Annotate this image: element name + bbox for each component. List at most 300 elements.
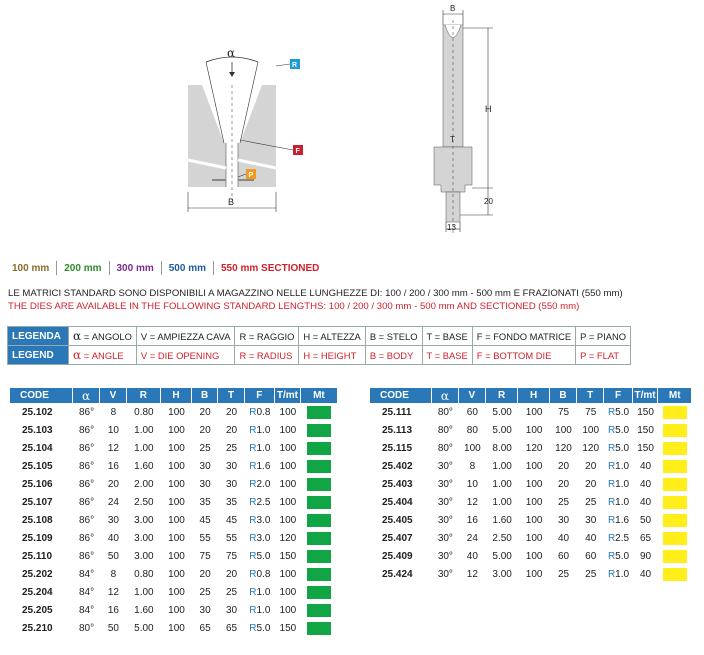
cell-angle: 80° [437, 406, 453, 418]
cell-angle: 80° [437, 442, 453, 454]
cell-r: 1.60 [134, 604, 154, 616]
radius-prefix: R [249, 442, 257, 454]
left-b-label: B [228, 197, 235, 207]
cell-h: 100 [168, 460, 185, 472]
availability-swatch [307, 406, 331, 419]
table-row [10, 583, 338, 601]
cell-v: 12 [466, 568, 478, 580]
cell-code: 25.108 [22, 514, 53, 526]
die-table-left [10, 388, 338, 637]
cell-r: 2.50 [134, 496, 154, 508]
table-row [10, 529, 338, 547]
radius-prefix: R [249, 550, 257, 562]
cell-code: 25.109 [22, 532, 53, 544]
cell-v: 40 [466, 550, 478, 562]
cell-mt [301, 583, 338, 601]
cell-f [604, 547, 632, 565]
cell-angle: 80° [79, 622, 95, 634]
column-header: F [604, 388, 632, 403]
table-row [10, 547, 338, 565]
table-row [10, 403, 338, 421]
cell-mt [658, 421, 692, 439]
availability-swatch [307, 622, 331, 635]
cell-angle: 30° [437, 532, 453, 544]
cell-angle: 86° [79, 424, 95, 436]
cell-v: 80 [466, 424, 478, 436]
column-header: R [127, 388, 161, 403]
cell-h: 100 [168, 604, 185, 616]
radius-value: 1.0 [256, 424, 271, 436]
cell-b: 20 [557, 478, 570, 490]
column-header: V [100, 388, 126, 403]
legend-it-angle: = ANGOLO [83, 331, 132, 342]
cell-t-per-meter: 40 [639, 496, 652, 508]
die-table-right [370, 388, 692, 583]
cell-r: 1.60 [492, 514, 512, 526]
cell-f [604, 403, 632, 421]
cell-v: 16 [107, 604, 119, 616]
availability-swatch [307, 496, 331, 509]
cell-r: 5.00 [492, 424, 512, 436]
column-header: T/mt [633, 388, 659, 403]
cell-code: 25.210 [22, 622, 53, 634]
cell-t: 30 [225, 460, 238, 472]
cell-f [604, 529, 632, 547]
cell-mt [301, 439, 338, 457]
cell-mt [301, 529, 338, 547]
legend-row-english [8, 346, 631, 365]
table-row [370, 439, 692, 457]
radius-prefix: R [249, 532, 257, 544]
cell-f [604, 457, 632, 475]
legend-it-h: H = ALTEZZA [299, 327, 365, 346]
cell-t: 20 [585, 460, 597, 472]
radius-prefix: R [249, 568, 257, 580]
cell-t-per-meter: 100 [279, 586, 297, 598]
column-header: T [577, 388, 604, 403]
cell-code: 25.202 [22, 568, 53, 580]
legend-en-h: H = HEIGHT [299, 346, 365, 365]
cell-r: 1.00 [134, 586, 154, 598]
availability-swatch [663, 406, 687, 419]
cell-f [604, 493, 632, 511]
cell-t-per-meter: 100 [279, 478, 297, 490]
cell-f [245, 421, 275, 439]
cell-t-per-meter: 100 [279, 424, 297, 436]
cell-r: 5.00 [134, 622, 154, 634]
cell-angle: 30° [437, 460, 453, 472]
cell-h: 100 [525, 550, 543, 562]
radius-prefix: R [607, 496, 616, 508]
cell-f [245, 493, 275, 511]
cell-r: 1.00 [492, 478, 512, 490]
cell-angle: 86° [79, 550, 95, 562]
cell-code: 25.107 [22, 496, 53, 508]
radius-value: 1.0 [256, 586, 271, 598]
cell-h: 100 [525, 568, 543, 580]
cell-t-per-meter: 150 [637, 406, 654, 418]
cell-mt [301, 547, 338, 565]
availability-swatch [307, 604, 331, 617]
cell-angle: 86° [79, 496, 95, 508]
cell-mt [658, 565, 692, 583]
availability-swatch [663, 514, 687, 527]
h-label: H [485, 104, 492, 114]
radius-value: 1.0 [615, 496, 630, 508]
cell-t: 120 [582, 442, 600, 454]
radius-prefix: R [607, 442, 616, 454]
cell-angle: 86° [79, 406, 95, 418]
cell-code: 25.409 [382, 550, 413, 562]
cell-r: 1.00 [134, 442, 154, 454]
legend-it-b: B = STELO [365, 327, 422, 346]
radius-value: 1.0 [615, 460, 630, 472]
cell-t-per-meter: 100 [279, 514, 297, 526]
cell-h: 100 [168, 514, 185, 526]
cell-v: 10 [466, 478, 478, 490]
column-header: Mt [301, 388, 338, 403]
cell-b: 120 [555, 442, 572, 454]
cell-v: 8 [469, 460, 476, 472]
availability-swatch [663, 568, 687, 581]
cell-t-per-meter: 100 [279, 604, 297, 616]
alpha-symbol: α [73, 329, 82, 343]
availability-swatch [307, 514, 331, 527]
cell-v: 20 [107, 478, 119, 490]
cell-f [245, 583, 275, 601]
cell-f [604, 421, 632, 439]
cell-h: 100 [525, 532, 543, 544]
legend-en-r: R = RADIUS [235, 346, 299, 365]
cell-t: 25 [225, 586, 238, 598]
radius-value: 5.0 [615, 406, 630, 418]
table-header-row [10, 388, 338, 403]
cell-t: 60 [585, 550, 597, 562]
column-header: H [161, 388, 192, 403]
radius-prefix: R [249, 478, 257, 490]
cell-b: 30 [199, 460, 211, 472]
table-row [10, 619, 338, 637]
availability-swatch [663, 532, 687, 545]
cell-v: 30 [107, 514, 119, 526]
radius-value: 1.6 [256, 460, 271, 472]
cell-t-per-meter: 100 [279, 442, 297, 454]
cell-h: 100 [525, 514, 543, 526]
cell-h: 100 [168, 478, 185, 490]
table-row [370, 403, 692, 421]
radius-prefix: R [607, 568, 616, 580]
cell-h: 100 [168, 496, 185, 508]
dim-13-label: 13 [447, 223, 456, 232]
cell-t-per-meter: 100 [279, 460, 297, 472]
cell-v: 100 [464, 442, 481, 454]
cell-t-per-meter: 50 [639, 514, 652, 526]
cell-code: 25.405 [382, 514, 413, 526]
cell-b: 30 [199, 604, 211, 616]
cell-v: 50 [107, 550, 119, 562]
technical-drawings [0, 0, 704, 245]
cell-r: 5.00 [492, 406, 512, 418]
radius-value: 1.0 [615, 478, 630, 490]
radius-value: 0.8 [256, 568, 271, 580]
cell-mt [301, 511, 338, 529]
cell-angle: 86° [79, 460, 95, 472]
radius-value: 5.0 [256, 550, 271, 562]
cell-t-per-meter: 150 [637, 424, 654, 436]
table-row [370, 547, 692, 565]
cell-t: 20 [225, 568, 238, 580]
cell-t: 75 [585, 406, 597, 418]
table-row [10, 475, 338, 493]
cell-r: 0.80 [134, 568, 154, 580]
legend-header-it: LEGENDA [8, 327, 69, 346]
cell-angle: 30° [437, 550, 453, 562]
cell-h: 100 [168, 550, 185, 562]
cell-t: 20 [225, 406, 238, 418]
legend-en-v: V = DIE OPENING [136, 346, 235, 365]
cell-code: 25.113 [382, 424, 413, 436]
radius-value: 5.0 [615, 442, 630, 454]
cell-t: 25 [225, 442, 238, 454]
radius-value: 2.5 [615, 532, 630, 544]
radius-prefix: R [249, 496, 257, 508]
cell-angle: 30° [437, 496, 453, 508]
cell-t-per-meter: 40 [639, 460, 652, 472]
cell-v: 12 [466, 496, 478, 508]
cell-mt [658, 439, 692, 457]
availability-swatch [307, 586, 331, 599]
radius-prefix: R [249, 604, 257, 616]
cell-f [604, 511, 632, 529]
legend-it-t: T = BASE [422, 327, 472, 346]
cell-h: 100 [525, 496, 543, 508]
cell-code: 25.204 [22, 586, 53, 598]
radius-value: 3.0 [256, 514, 271, 526]
column-header: α [73, 388, 100, 403]
cell-h: 120 [525, 442, 543, 454]
availability-swatch [307, 478, 331, 491]
cell-code: 25.115 [382, 442, 413, 454]
radius-prefix: R [607, 424, 616, 436]
cell-t: 30 [225, 604, 238, 616]
cell-t-per-meter: 150 [279, 622, 297, 634]
table-row [370, 457, 692, 475]
radius-prefix: R [607, 532, 616, 544]
legend-header-en: LEGEND [8, 346, 69, 365]
table-row [370, 511, 692, 529]
radius-prefix: R [607, 460, 616, 472]
availability-swatch [307, 550, 331, 563]
cell-b: 25 [557, 568, 570, 580]
cell-h: 100 [168, 424, 185, 436]
cell-code: 25.404 [382, 496, 413, 508]
legend-en-angle: = ANGLE [83, 350, 124, 361]
table-row [370, 421, 692, 439]
table-row [370, 493, 692, 511]
availability-swatch [663, 460, 687, 473]
f-badge-text: F [295, 148, 300, 155]
table-row [370, 565, 692, 583]
cell-angle: 84° [79, 586, 95, 598]
cell-h: 100 [525, 424, 543, 436]
cell-r: 1.00 [492, 496, 512, 508]
cell-angle: 86° [79, 478, 95, 490]
cell-mt [658, 511, 692, 529]
legend-en-p: P = FLAT [576, 346, 631, 365]
cell-b: 25 [199, 442, 211, 454]
radius-value: 1.6 [615, 514, 630, 526]
cell-v: 24 [466, 532, 478, 544]
cell-mt [301, 565, 338, 583]
cell-b: 30 [557, 514, 570, 526]
cell-b: 20 [199, 406, 211, 418]
cell-b: 75 [557, 406, 570, 418]
cell-t-per-meter: 65 [639, 532, 652, 544]
cell-mt [301, 421, 338, 439]
cell-b: 60 [557, 550, 570, 562]
table-header-row [370, 388, 692, 403]
cell-b: 75 [199, 550, 211, 562]
radius-prefix: R [249, 622, 257, 634]
cell-t-per-meter: 150 [637, 442, 654, 454]
radius-value: 3.0 [256, 532, 271, 544]
cell-v: 10 [107, 424, 119, 436]
cell-h: 100 [168, 586, 185, 598]
cell-v: 50 [107, 622, 119, 634]
cell-t: 30 [225, 478, 238, 490]
cell-r: 0.80 [134, 406, 154, 418]
table-row [370, 529, 692, 547]
cell-t: 25 [585, 568, 597, 580]
table-row [10, 601, 338, 619]
cell-t: 25 [585, 496, 597, 508]
cell-v: 12 [107, 442, 119, 454]
cell-mt [301, 601, 338, 619]
legend-it-r: R = RAGGIO [235, 327, 299, 346]
cell-f [245, 529, 275, 547]
table-row [10, 565, 338, 583]
cell-t-per-meter: 100 [279, 568, 297, 580]
cell-code: 25.205 [22, 604, 53, 616]
note-italian: LE MATRICI STANDARD SONO DISPONIBILI A MAGAZZINO NELLE LUNGHEZZE DI: 100 / 200 / 300 mm - 500 mm E FRAZIONATI (550 mm) [8, 288, 623, 299]
cell-mt [301, 493, 338, 511]
cell-f [245, 439, 275, 457]
cell-angle: 80° [437, 424, 453, 436]
cell-code: 25.102 [22, 406, 53, 418]
cell-r: 3.00 [134, 514, 154, 526]
cell-r: 2.50 [492, 532, 512, 544]
cell-r: 2.00 [134, 478, 154, 490]
alpha-symbol: α [73, 348, 82, 362]
cell-t: 20 [585, 478, 597, 490]
cell-angle: 30° [437, 568, 453, 580]
cell-angle: 86° [79, 532, 95, 544]
cell-b: 30 [199, 478, 211, 490]
cell-mt [658, 547, 692, 565]
availability-swatch [307, 532, 331, 545]
available-lengths [8, 261, 323, 275]
legend-en-t: T = BASE [422, 346, 472, 365]
cell-t-per-meter: 100 [279, 496, 297, 508]
legend-it-f: F = FONDO MATRICE [472, 327, 575, 346]
cell-mt [658, 403, 692, 421]
cell-code: 25.424 [382, 568, 413, 580]
cell-r: 5.00 [492, 550, 512, 562]
availability-swatch [663, 478, 687, 491]
cell-t-per-meter: 100 [279, 406, 297, 418]
cell-f [245, 565, 275, 583]
column-header: B [550, 388, 577, 403]
column-header: Mt [658, 388, 692, 403]
cell-h: 100 [168, 622, 185, 634]
cell-h: 100 [525, 406, 543, 418]
availability-swatch [663, 442, 687, 455]
radius-value: 5.0 [256, 622, 271, 634]
cell-h: 100 [168, 442, 185, 454]
cell-t: 35 [225, 496, 238, 508]
cell-f [245, 475, 275, 493]
length-500: 500 mm [168, 262, 206, 274]
table-row [10, 457, 338, 475]
cell-t: 65 [225, 622, 238, 634]
cell-b: 20 [199, 568, 211, 580]
alpha-label: α [227, 46, 236, 60]
table-row [10, 511, 338, 529]
radius-prefix: R [249, 460, 257, 472]
radius-prefix: R [249, 406, 257, 418]
note-english: THE DIES ARE AVAILABLE IN THE FOLLOWING STANDARD LENGTHS: 100 / 200 / 300 mm - 500 mm AND SECTIONED (550 mm) [8, 301, 580, 312]
cell-f [604, 565, 632, 583]
cell-t-per-meter: 90 [639, 550, 652, 562]
length-550-sectioned: 550 mm SECTIONED [221, 262, 320, 274]
cell-mt [301, 403, 338, 421]
cell-mt [658, 475, 692, 493]
cell-h: 100 [168, 568, 185, 580]
cell-b: 25 [199, 586, 211, 598]
cell-r: 8.00 [492, 442, 512, 454]
availability-notes [8, 287, 623, 313]
radius-value: 1.0 [256, 442, 271, 454]
radius-prefix: R [249, 514, 257, 526]
right-b-label: B [450, 4, 456, 13]
cell-mt [658, 493, 692, 511]
cell-mt [658, 529, 692, 547]
cell-code: 25.104 [22, 442, 53, 454]
cell-code: 25.110 [22, 550, 53, 562]
cell-v: 12 [107, 586, 119, 598]
cell-t-per-meter: 150 [279, 550, 297, 562]
availability-swatch [307, 424, 331, 437]
table-row [10, 421, 338, 439]
column-header: R [486, 388, 518, 403]
cell-f [245, 511, 275, 529]
cell-mt [301, 457, 338, 475]
cell-t-per-meter: 120 [279, 532, 297, 544]
cell-t: 100 [582, 424, 600, 436]
cell-t-per-meter: 40 [639, 568, 652, 580]
cell-v: 16 [107, 460, 119, 472]
die-cross-section-drawing [188, 57, 303, 212]
cell-b: 20 [557, 460, 570, 472]
cell-code: 25.106 [22, 478, 53, 490]
cell-b: 45 [199, 514, 211, 526]
cell-t-per-meter: 40 [639, 478, 652, 490]
radius-prefix: R [607, 514, 616, 526]
cell-h: 100 [168, 532, 185, 544]
cell-angle: 30° [437, 478, 453, 490]
column-header: F [245, 388, 275, 403]
cell-v: 8 [110, 568, 117, 580]
